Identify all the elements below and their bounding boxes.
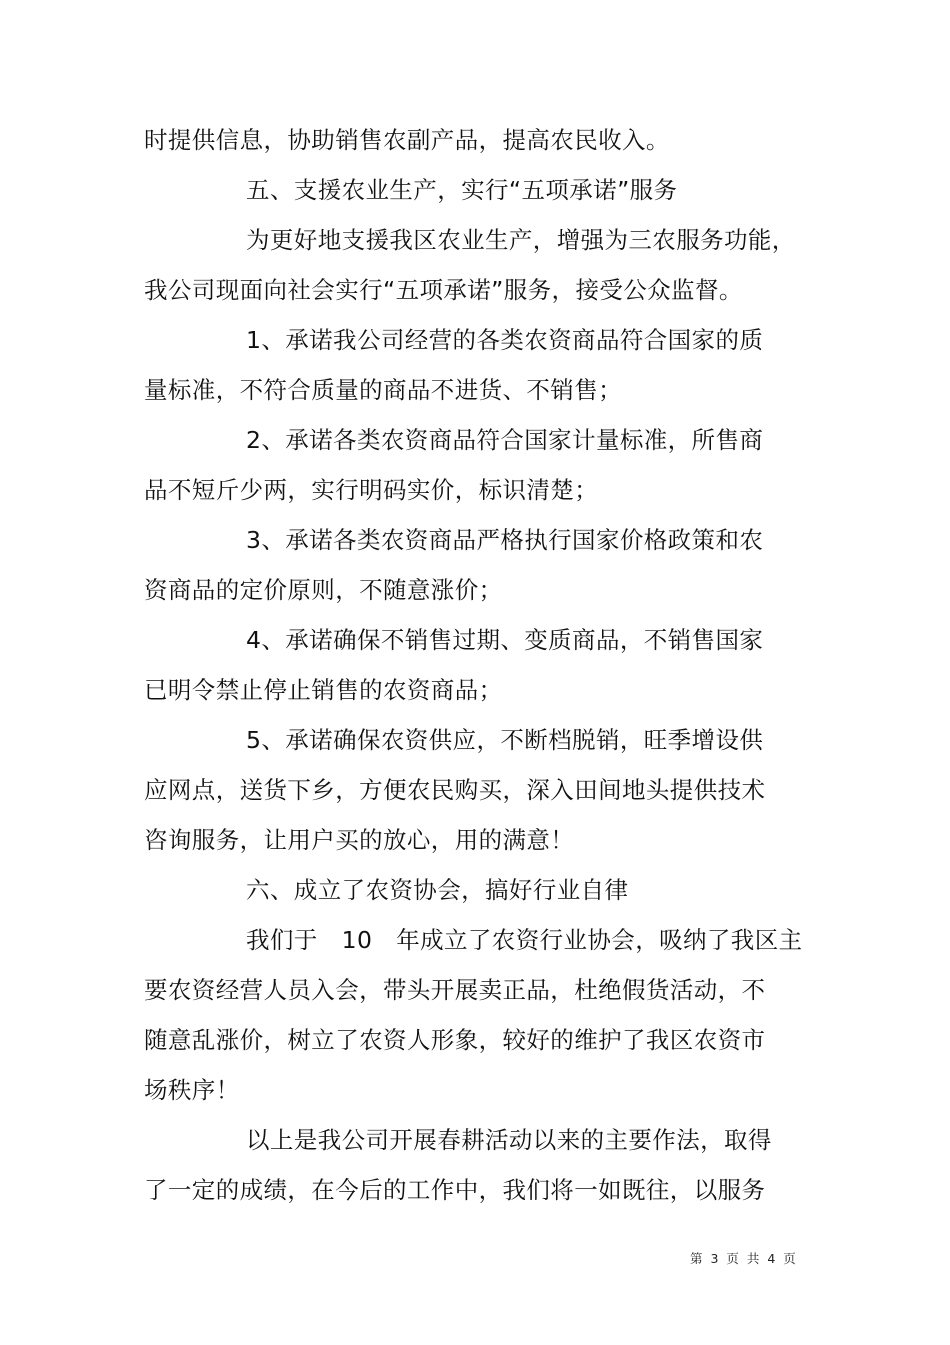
promise-item-3: 3、承诺各类农资商品严格执行国家价格政策和农 xyxy=(246,526,764,554)
text-line-10: 资商品的定价原则，不随意涨价； xyxy=(144,576,503,604)
promise-item-1: 1、承诺我公司经营的各类农资商品符合国家的质 xyxy=(246,326,764,354)
text-line-8: 品不短斤少两，实行明码实价，标识清楚； xyxy=(144,476,599,504)
text-line-6: 量标准，不符合质量的商品不进货、不销售； xyxy=(144,376,622,404)
text-line-4: 我公司现面向社会实行“五项承诺”服务，接受公众监督。 xyxy=(144,276,743,304)
section-heading-6: 六、成立了农资协会，搞好行业自律 xyxy=(246,876,629,904)
page-number: 第 3 页 共 4 页 xyxy=(690,1251,798,1266)
text-line-18: 要农资经营人员入会，带头开展卖正品，杜绝假货活动，不 xyxy=(144,976,766,1004)
promise-item-4: 4、承诺确保不销售过期、变质商品，不销售国家 xyxy=(246,626,764,654)
promise-item-5: 5、承诺确保农资供应，不断档脱销，旺季增设供 xyxy=(246,726,764,754)
text-line-3: 为更好地支援我区农业生产，增强为三农服务功能， xyxy=(246,226,796,254)
text-line-1: 时提供信息，协助销售农副产品，提高农民收入。 xyxy=(144,126,670,154)
text-line-20: 场秩序！ xyxy=(144,1076,240,1104)
text-line-17: 我们于 10 年成立了农资行业协会，吸纳了我区主 xyxy=(246,926,803,954)
text-line-14: 应网点，送货下乡，方便农民购买，深入田间地头提供技术 xyxy=(144,776,766,804)
text-line-22: 了一定的成绩，在今后的工作中，我们将一如既往，以服务 xyxy=(144,1176,766,1204)
text-line-15: 咨询服务，让用户买的放心，用的满意！ xyxy=(144,826,575,854)
promise-item-2: 2、承诺各类农资商品符合国家计量标准，所售商 xyxy=(246,426,764,454)
text-line-21: 以上是我公司开展春耕活动以来的主要作法，取得 xyxy=(246,1126,772,1154)
text-line-12: 已明令禁止停止销售的农资商品； xyxy=(144,676,503,704)
text-line-19: 随意乱涨价，树立了农资人形象，较好的维护了我区农资市 xyxy=(144,1026,766,1054)
section-heading-5: 五、支援农业生产，实行“五项承诺”服务 xyxy=(246,176,678,204)
